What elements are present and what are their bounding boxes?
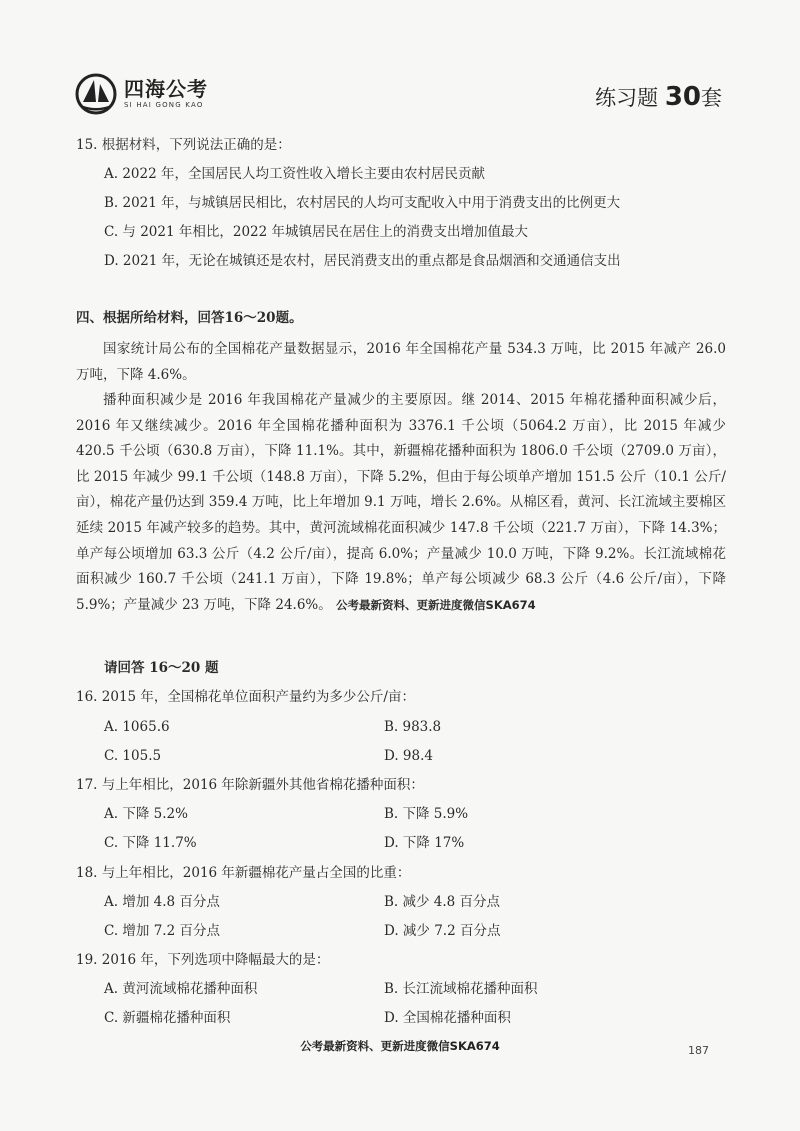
page-number: 187: [688, 1044, 709, 1057]
question-18-option-d: D. 减少 7.2 百分点: [384, 923, 501, 939]
series-number: 30: [664, 82, 701, 112]
logo-chinese-text: 四海公考: [124, 77, 208, 101]
material-paragraph-2-text: 播种面积减少是 2016 年我国棉花产量减少的主要原因。继 2014、2015 年棉花播种面积减少后，2016 年又继续减少。2016 年全国棉花播种面积为 3376.1 千公顷（5064.2 万亩），比 2015 年减少 420.5 千公顷（630.8 万亩），下降 11.1%。其中，新疆棉花播种面积为 1806.0 千公顷（2709.0 万亩），比 2015 年减少 99.1 千公顷（148.8 万亩），下降 5.2%，但由于每公顷单产增加 151.5 公斤（10.1 公斤/亩），棉花产量仍达到 359.4 万吨，比上年增加 9.1 万吨，增长 2.6%。从棉区看，黄河、长江流域主要棉区延续 2015 年减产较多的趋势。其中，黄河流域棉花面积减少 147.8 千公顷（221.7 万亩），下降 14.3%；单产每公顷增加 63.3 公斤（4.2 公斤/亩），提高 6.0%；产量减少 10.0 万吨，下降 9.2%。长江流域棉花面积减少 160.7 千公顷（241.1 万亩），下降 19.8%；单产每公顷减少 68.3 公斤（4.6 公斤/亩），下降 5.9%；产量减少 23 万吨，下降 24.6%。: [76, 392, 726, 613]
question-16-stem: 16. 2015 年，全国棉花单位面积产量约为多少公斤/亩：: [76, 689, 415, 705]
sailboat-logo-icon: [74, 72, 118, 116]
question-16-option-c: C. 105.5: [104, 748, 162, 764]
question-18-option-c: C. 增加 7.2 百分点: [104, 923, 220, 939]
question-15-option-c: C. 与 2021 年相比，2022 年城镇居民在居住上的消费支出增加值最大: [104, 224, 529, 240]
question-19-option-d: D. 全国棉花播种面积: [384, 1010, 511, 1026]
question-18-stem: 18. 与上年相比，2016 年新疆棉花产量占全国的比重：: [76, 865, 411, 881]
series-suffix: 套: [701, 86, 722, 110]
answer-prompt: 请回答 16～20 题: [104, 660, 219, 676]
series-prefix: 练习题: [595, 86, 659, 110]
question-17-option-c: C. 下降 11.7%: [104, 835, 197, 851]
inline-watermark: 公考最新资料、更新进度微信SKA674: [336, 597, 536, 612]
section-heading: 四、根据所给材料，回答16～20题。: [76, 310, 303, 326]
question-15-option-b: B. 2021 年，与城镇居民相比，农村居民的人均可支配收入中用于消费支出的比例更大: [104, 195, 621, 211]
question-17-stem: 17. 与上年相比，2016 年除新疆外其他省棉花播种面积：: [76, 777, 424, 793]
material-paragraph-2: [76, 388, 726, 618]
question-16-option-d: D. 98.4: [384, 748, 433, 764]
question-15-stem: 15. 根据材料，下列说法正确的是：: [76, 137, 291, 153]
material-paragraph-1: 国家统计局公布的全国棉花产量数据显示，2016 年全国棉花产量 534.3 万吨，比 2015 年减产 26.0 万吨，下降 4.6%。: [76, 341, 726, 383]
question-16-option-a: A. 1065.6: [104, 719, 170, 735]
question-15-option-d: D. 2021 年，无论在城镇还是农村，居民消费支出的重点都是食品烟酒和交通通信支出: [104, 253, 621, 269]
question-18-option-b: B. 减少 4.8 百分点: [384, 894, 501, 910]
question-16-option-b: B. 983.8: [384, 719, 442, 735]
question-19-option-c: C. 新疆棉花播种面积: [104, 1010, 231, 1026]
question-17-option-b: B. 下降 5.9%: [384, 806, 469, 822]
question-19-stem: 19. 2016 年，下列选项中降幅最大的是：: [76, 952, 330, 968]
logo-english-text: SI HAI GONG KAO: [124, 101, 204, 109]
question-18-option-a: A. 增加 4.8 百分点: [104, 894, 220, 910]
question-17-option-a: A. 下降 5.2%: [104, 806, 188, 822]
question-17-option-d: D. 下降 17%: [384, 835, 465, 851]
footer-watermark: 公考最新资料、更新进度微信SKA674: [300, 1039, 500, 1053]
question-15-option-a: A. 2022 年，全国居民人均工资性收入增长主要由农村居民贡献: [104, 166, 485, 182]
series-title: [595, 82, 722, 112]
question-19-option-b: B. 长江流域棉花播种面积: [384, 981, 538, 997]
question-19-option-a: A. 黄河流域棉花播种面积: [104, 981, 258, 997]
brand-logo: [74, 72, 208, 116]
